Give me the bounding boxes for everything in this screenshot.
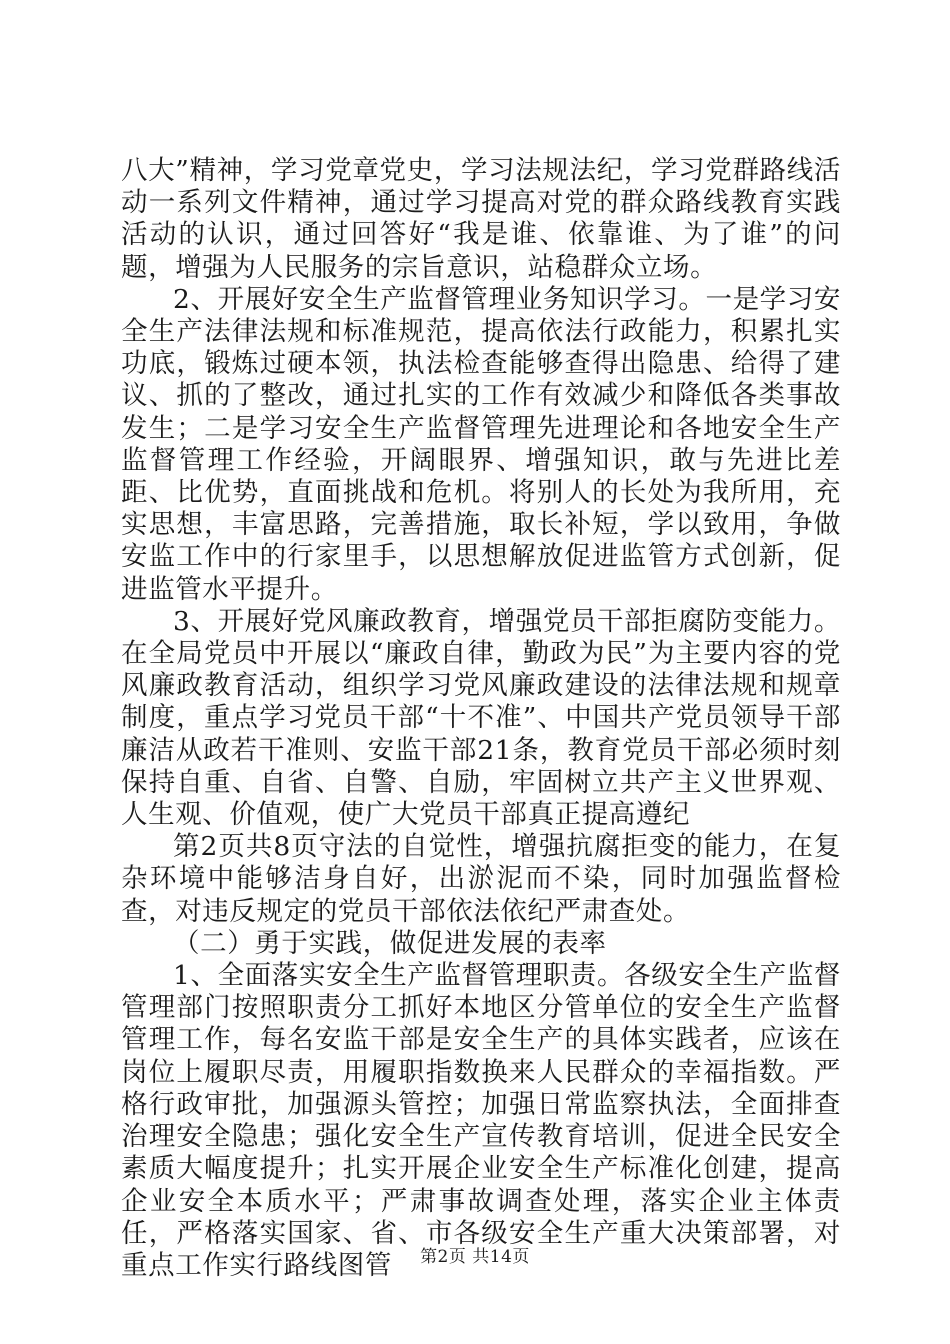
section-heading: （二）勇于实践，做促进发展的表率: [173, 927, 607, 959]
paragraph-continuation: 八大”精神，学习党章党史，学习法规法纪，学习党群路线活动一系列文件精神，通过学习提高对党的群众路线教育实践活动的认识，通过回答好“我是谁、依靠谁、为了谁”的问题，增强为人民服务的宗旨意识，站稳群众立场。: [121, 155, 841, 283]
body-text: [121, 155, 841, 1282]
paragraph-page-break-continuation: 第2页共8页守法的自觉性，增强抗腐拒变的能力，在复杂环境中能够洁身自好，出淤泥而不染，同时加强监督检查，对违反规定的党员干部依法依纪严肃查处。: [121, 831, 841, 927]
paragraph-item-3: 3、开展好党风廉政教育，增强党员干部拒腐防变能力。在全局党员中开展以“廉政自律，勤政为民”为主要内容的党风廉政教育活动，组织学习党风廉政建设的法律法规和规章制度，重点学习党员干部“十不准”、中国共产党员领导干部廉洁从政若干准则、安监干部21条，教育党员干部必须时刻保持自重、自省、自警、自励，牢固树立共产主义世界观、人生观、价值观，使广大党员干部真正提高遵纪: [121, 605, 841, 831]
paragraph-item-1: 1、全面落实安全生产监督管理职责。各级安全生产监督管理部门按照职责分工抓好本地区分管单位的安全生产监督管理工作，每名安监干部是安全生产的具体实践者，应该在岗位上履职尽责，用履职指数换来人民群众的幸福指数。严格行政审批，加强源头管控；加强日常监察执法，全面排查治理安全隐患；强化安全生产宣传教育培训，促进全民安全素质大幅度提升；扎实开展企业安全生产标准化创建，提高企业安全本质水平；严肃事故调查处理，落实企业主体责任，严格落实国家、省、市各级安全生产重大决策部署，对重点工作实行路线图管: [121, 960, 841, 1281]
page-footer: 第2页 共14页: [420, 1247, 530, 1267]
paragraph-item-2: 2、开展好安全生产监督管理业务知识学习。一是学习安全生产法律法规和标准规范，提高依法行政能力，积累扎实功底，锻炼过硬本领，执法检查能够查得出隐患、给得了建议、抓的了整改，通过扎实的工作有效减少和降低各类事故发生；二是学习安全生产监督管理先进理论和各地安全生产监督管理工作经验，开阔眼界、增强知识，敢与先进比差距、比优势，直面挑战和危机。将别人的长处为我所用，充实思想，丰富思路，完善措施，取长补短，学以致用，争做安监工作中的行家里手，以思想解放促进监管方式创新，促进监管水平提升。: [121, 283, 841, 605]
